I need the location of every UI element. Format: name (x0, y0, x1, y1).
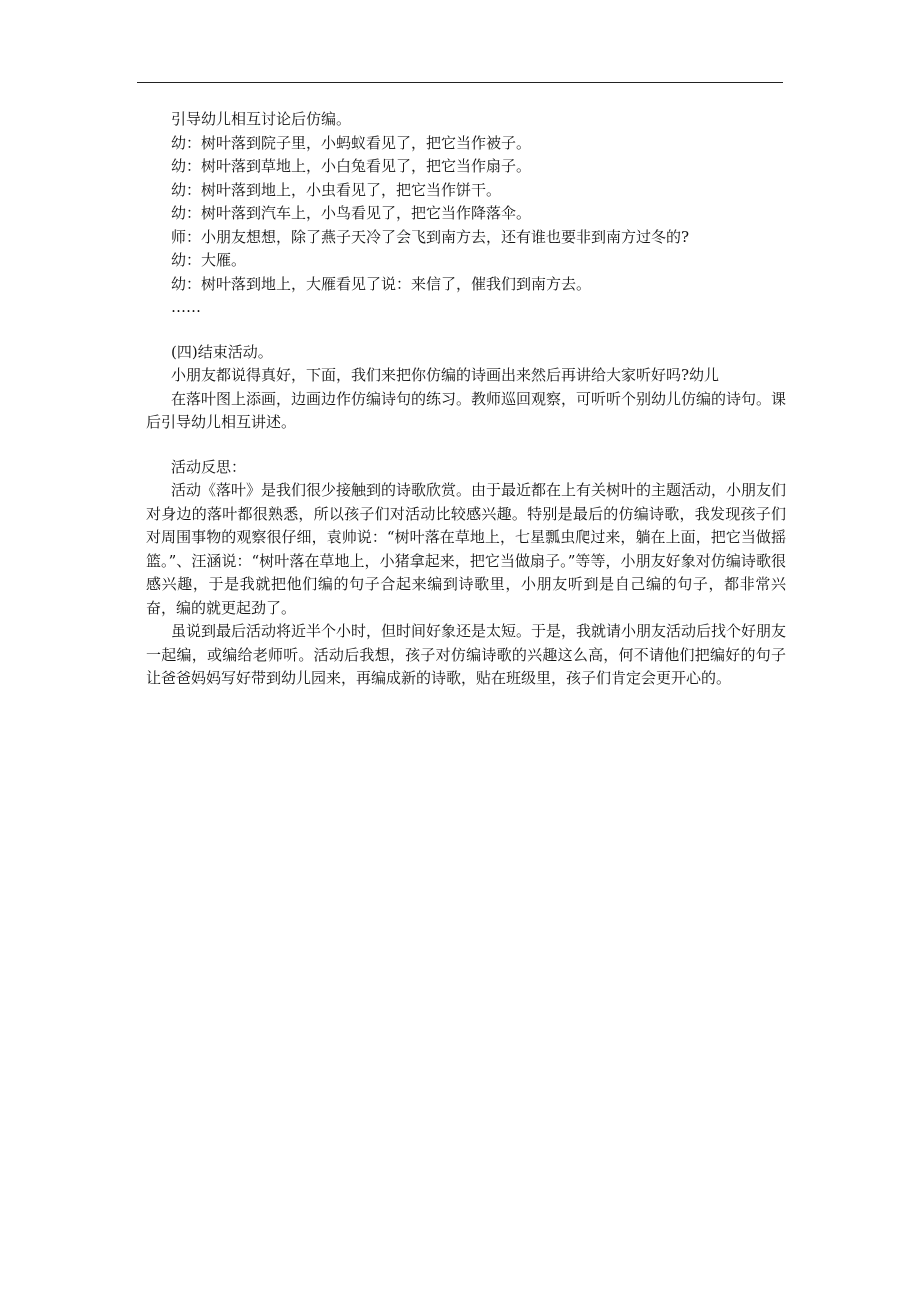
text-line: 师：小朋友想想，除了燕子天冷了会飞到南方去，还有谁也要非到南方过冬的? (171, 227, 690, 246)
text-line: 幼：树叶落到地上，大雁看见了说：来信了，催我们到南方去。 (171, 274, 592, 293)
text-line: 幼：树叶落到汽车上，小鸟看见了，把它当作降落伞。 (171, 204, 532, 222)
document-body (146, 108, 786, 691)
ellipsis-line: …… (171, 298, 201, 316)
section-title: (四)结束活动。 (171, 342, 273, 361)
header-rule (137, 82, 783, 83)
paragraph: 虽说到最后活动将近半个小时，但时间好象还是太短。于是，我就请小朋友活动后找个好朋友一起编，或编给老师听。活动后我想，孩子对仿编诗歌的兴趣这么高，何不请他们把编好的句子让爸爸妈妈写好带到幼儿园来，再编成新的诗歌，贴在班级里，孩子们肯定会更开心的。 (146, 622, 787, 687)
paragraph: 在落叶图上添画，边画边作仿编诗句的练习。教师巡回观察，可听听个别幼儿仿编的诗句。课后引导幼儿相互讲述。 (146, 389, 787, 431)
text-line: 幼：树叶落到草地上，小白兔看见了，把它当作扇子。 (171, 157, 532, 175)
reflection-title: 活动反思： (171, 457, 247, 476)
paragraph: 活动《落叶》是我们很少接触到的诗歌欣赏。由于最近都在上有关树叶的主题活动，小朋友们对身边的落叶都很熟悉，所以孩子们对活动比较感兴趣。特别是最后的仿编诗歌，我发现孩子们对周围事物的观察很仔细，袁帅说：“树叶落在草地上，七星瓢虫爬过来，躺在上面，把它当做摇篮。”、汪涵说：“树叶落在草地上，小猪拿起来，把它当做扇子。”等等，小朋友好象对仿编诗歌很感兴趣，于是我就把他们编的句子合起来编到诗歌里，小朋友听到是自己编的句子，都非常兴奋，编的就更起劲了。 (146, 481, 787, 617)
text-line: 小朋友都说得真好，下面，我们来把你仿编的诗画出来然后再讲给大家听好吗?幼儿 (171, 366, 720, 384)
text-line: 幼：树叶落到地上，小虫看见了，把它当作饼干。 (171, 180, 502, 199)
text-line: 幼：树叶落到院子里，小蚂蚁看见了，把它当作被子。 (171, 133, 532, 152)
text-line: 幼：大雁。 (171, 251, 247, 269)
text-line: 引导幼儿相互讨论后仿编。 (171, 110, 352, 128)
